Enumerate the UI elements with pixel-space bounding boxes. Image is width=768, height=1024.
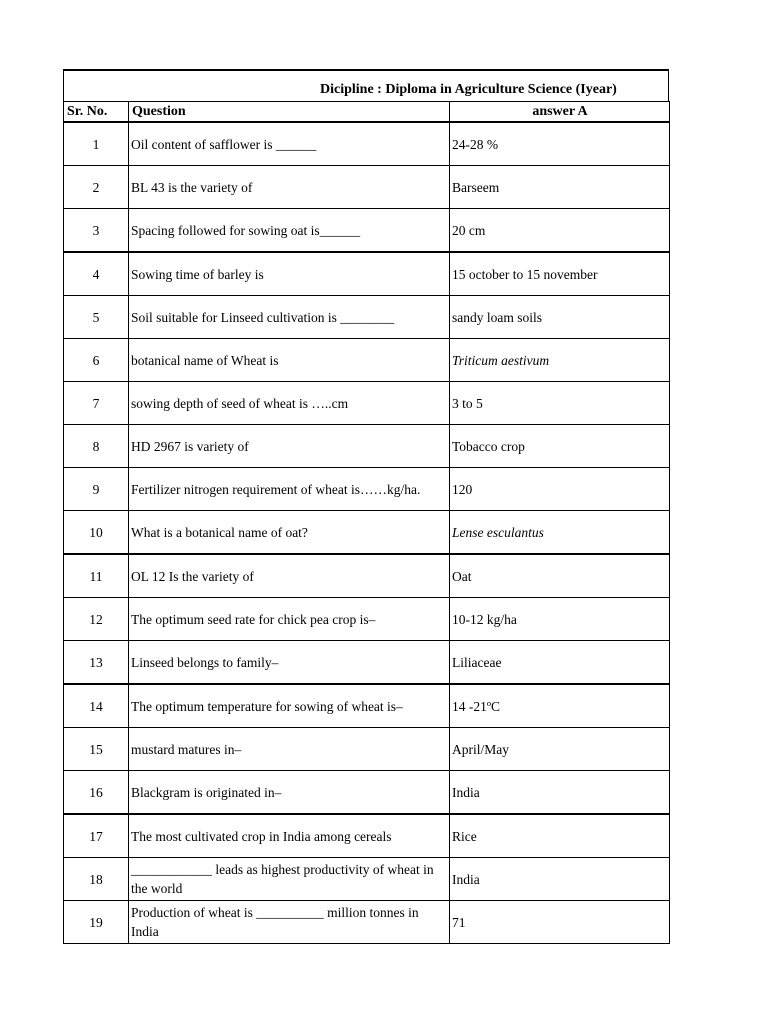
answer-cell: 3 to 5 [450,382,670,425]
answer-cell: Oat [450,554,670,598]
sr-no-cell: 18 [64,858,129,901]
question-cell: Sowing time of barley is [129,252,450,296]
sr-no-cell: 12 [64,598,129,641]
answer-cell: Liliaceae [450,641,670,685]
table-row [64,425,670,468]
question-cell: OL 12 Is the variety of [129,554,450,598]
table-row [64,771,670,815]
answer-cell: sandy loam soils [450,296,670,339]
answer-cell: 15 october to 15 november [450,252,670,296]
sr-no-cell: 9 [64,468,129,511]
sr-no-cell: 14 [64,684,129,728]
question-cell: Fertilizer nitrogen requirement of wheat is……kg/ha. [129,468,450,511]
sr-no-cell: 5 [64,296,129,339]
table-row [64,209,670,253]
table-row [64,296,670,339]
table-body [64,122,670,944]
sr-no-cell: 13 [64,641,129,685]
sr-no-cell: 3 [64,209,129,253]
answer-cell: India [450,771,670,815]
sr-no-cell: 10 [64,511,129,555]
sr-no-cell: 11 [64,554,129,598]
answer-cell: 10-12 kg/ha [450,598,670,641]
question-cell: What is a botanical name of oat? [129,511,450,555]
sr-no-cell: 4 [64,252,129,296]
answer-cell: 71 [450,901,670,944]
answer-cell: 24-28 % [450,122,670,166]
sr-no-cell: 6 [64,339,129,382]
table-header-row [64,102,670,123]
sheet-header [63,69,669,101]
table-row [64,728,670,771]
column-header-question: Question [129,102,450,123]
sr-no-cell: 7 [64,382,129,425]
sr-no-cell: 17 [64,814,129,858]
question-cell: Spacing followed for sowing oat is______ [129,209,450,253]
question-cell: The most cultivated crop in India among cereals [129,814,450,858]
sr-no-cell: 8 [64,425,129,468]
table-row [64,814,670,858]
answer-cell: Triticum aestivum [450,339,670,382]
answer-cell: April/May [450,728,670,771]
question-cell: HD 2967 is variety of [129,425,450,468]
question-cell: Production of wheat is __________ million tonnes in India [129,901,450,944]
question-cell: Blackgram is originated in– [129,771,450,815]
question-cell: botanical name of Wheat is [129,339,450,382]
table-row [64,641,670,685]
answer-cell: 120 [450,468,670,511]
column-header-sr-no: Sr. No. [64,102,129,123]
question-cell: mustard matures in– [129,728,450,771]
answer-cell: Lense esculantus [450,511,670,555]
table-row [64,468,670,511]
table-row [64,382,670,425]
table-row [64,858,670,901]
sr-no-cell: 2 [64,166,129,209]
table-row [64,554,670,598]
sr-no-cell: 15 [64,728,129,771]
question-cell: Linseed belongs to family– [129,641,450,685]
question-sheet [63,69,669,944]
page-title: Dicipline : Diploma in Agriculture Science (Iyear) [320,82,617,97]
table-row [64,511,670,555]
answer-cell: Rice [450,814,670,858]
question-cell: sowing depth of seed of wheat is …..cm [129,382,450,425]
answer-cell: India [450,858,670,901]
answer-cell: Tobacco crop [450,425,670,468]
sr-no-cell: 1 [64,122,129,166]
column-header-answer: answer A [450,102,670,123]
question-cell: The optimum seed rate for chick pea crop is– [129,598,450,641]
answer-cell: 20 cm [450,209,670,253]
answer-cell: 14 -21ºC [450,684,670,728]
question-cell: Soil suitable for Linseed cultivation is ________ [129,296,450,339]
table-row [64,122,670,166]
table-row [64,598,670,641]
question-cell: Oil content of safflower is ______ [129,122,450,166]
table-row [64,339,670,382]
table-row [64,684,670,728]
question-cell: The optimum temperature for sowing of wheat is– [129,684,450,728]
question-cell: BL 43 is the variety of [129,166,450,209]
sr-no-cell: 16 [64,771,129,815]
answer-cell: Barseem [450,166,670,209]
question-table [63,101,670,944]
question-cell: ____________ leads as highest productivity of wheat in the world [129,858,450,901]
table-row [64,901,670,944]
sr-no-cell: 19 [64,901,129,944]
table-row [64,166,670,209]
table-row [64,252,670,296]
